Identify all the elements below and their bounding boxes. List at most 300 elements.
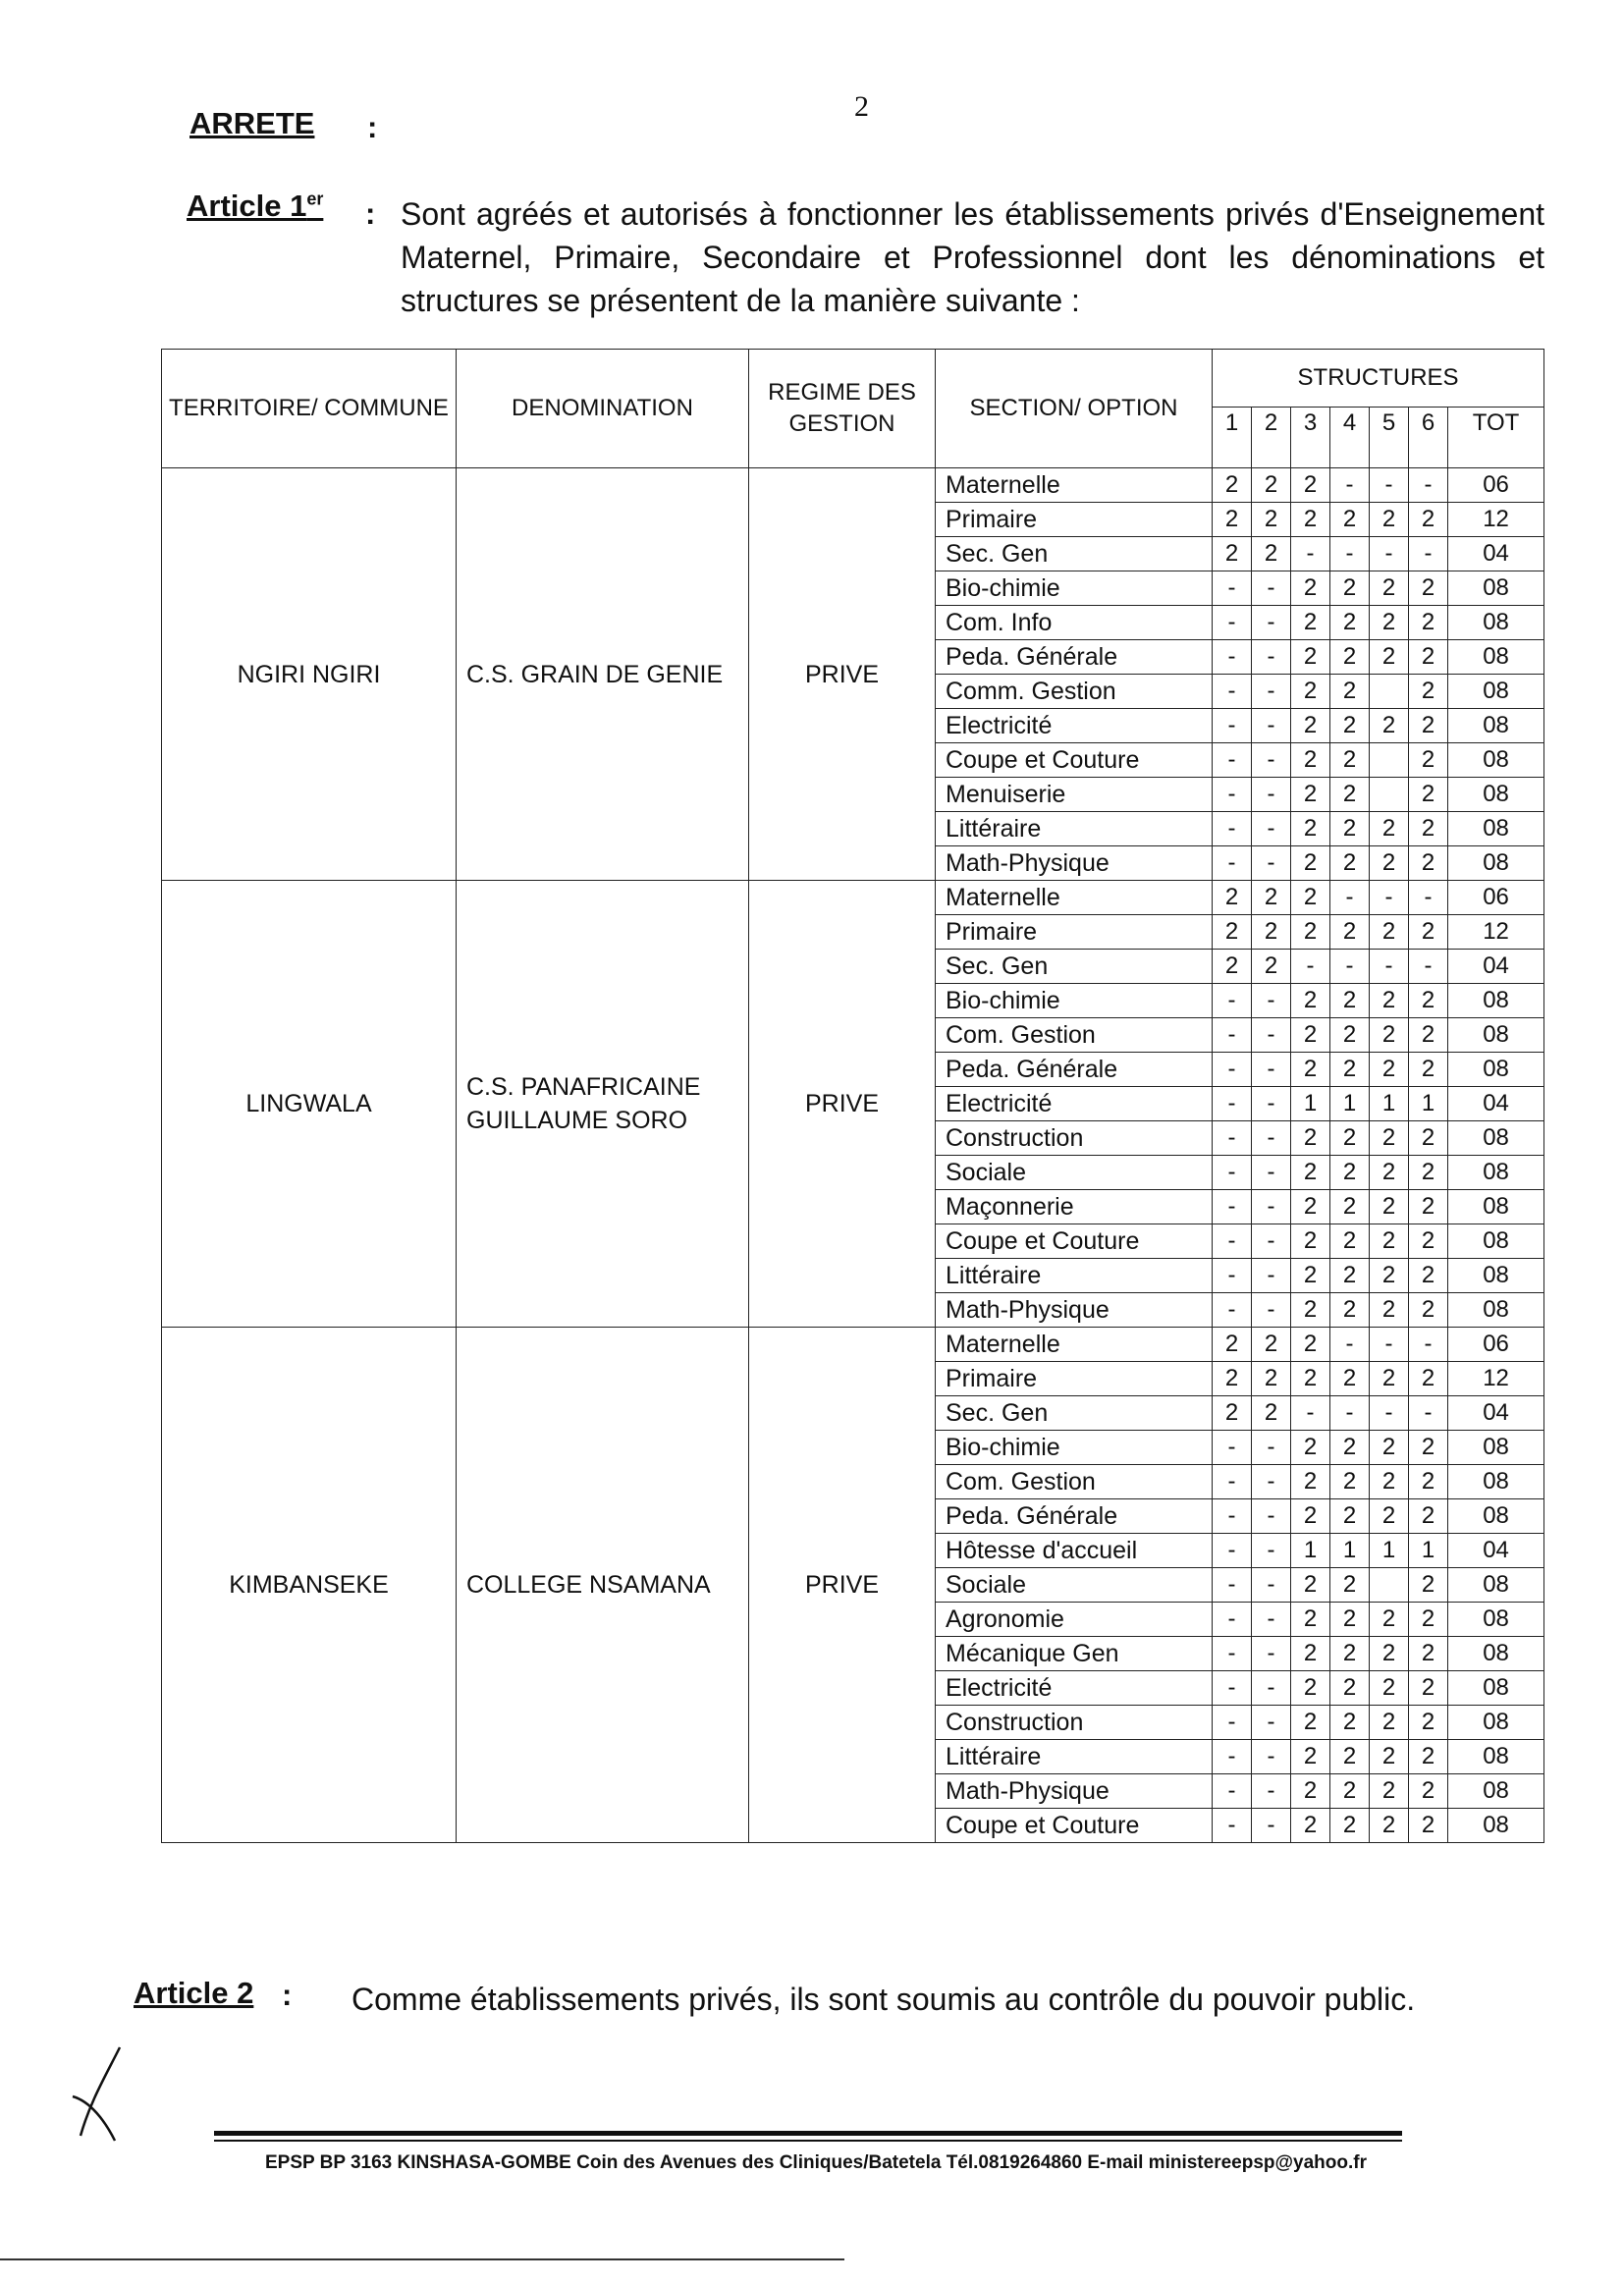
denomination-cell: C.S. GRAIN DE GENIE	[457, 468, 749, 881]
total-cell: 08	[1448, 675, 1544, 709]
structure-cell: -	[1291, 537, 1330, 571]
structure-cell: -	[1252, 1465, 1291, 1499]
page-number: 2	[854, 90, 869, 123]
option-cell: Bio-chimie	[936, 1431, 1213, 1465]
structure-cell: 2	[1213, 950, 1252, 984]
structure-cell: 2	[1291, 812, 1330, 846]
option-cell: Electricité	[936, 709, 1213, 743]
structure-cell: 2	[1409, 1706, 1448, 1740]
structure-cell: 2	[1409, 571, 1448, 606]
option-cell: Sec. Gen	[936, 1396, 1213, 1431]
structure-cell: -	[1370, 881, 1409, 915]
structure-cell: 2	[1291, 571, 1330, 606]
total-cell: 08	[1448, 1706, 1544, 1740]
structure-cell: -	[1370, 537, 1409, 571]
option-cell: Math-Physique	[936, 1293, 1213, 1328]
structure-cell: 2	[1330, 1018, 1370, 1053]
option-cell: Sociale	[936, 1156, 1213, 1190]
article-1-label-text: Article 1	[187, 189, 307, 223]
structure-cell: -	[1252, 1087, 1291, 1121]
total-cell: 08	[1448, 1568, 1544, 1603]
denomination-cell: C.S. PANAFRICAINE GUILLAUME SORO	[457, 881, 749, 1328]
structure-cell: 2	[1213, 1328, 1252, 1362]
structure-cell: -	[1330, 881, 1370, 915]
structure-cell: -	[1213, 1534, 1252, 1568]
total-cell: 08	[1448, 709, 1544, 743]
structure-cell: 2	[1291, 1224, 1330, 1259]
structure-cell: 2	[1409, 1431, 1448, 1465]
establishments-table	[161, 349, 1544, 1843]
structure-cell: -	[1213, 1774, 1252, 1809]
structure-cell: 2	[1330, 503, 1370, 537]
structure-cell: -	[1213, 1087, 1252, 1121]
option-cell: Littéraire	[936, 812, 1213, 846]
structure-cell: -	[1213, 1465, 1252, 1499]
footer-rule-thick	[214, 2131, 1402, 2136]
structure-cell: -	[1213, 1053, 1252, 1087]
structure-cell: 1	[1409, 1534, 1448, 1568]
structure-cell: 2	[1409, 1568, 1448, 1603]
total-cell: 08	[1448, 1293, 1544, 1328]
option-cell: Bio-chimie	[936, 571, 1213, 606]
structure-cell: 2	[1370, 1156, 1409, 1190]
regime-cell: PRIVE	[749, 1328, 936, 1843]
structure-cell: 2	[1291, 1637, 1330, 1671]
structure-cell: 2	[1330, 1156, 1370, 1190]
option-cell: Coupe et Couture	[936, 1224, 1213, 1259]
structure-cell: 2	[1330, 709, 1370, 743]
structure-cell: 2	[1370, 1362, 1409, 1396]
total-cell: 08	[1448, 1671, 1544, 1706]
structure-cell: 1	[1330, 1534, 1370, 1568]
structure-cell: 2	[1409, 709, 1448, 743]
denomination-cell: COLLEGE NSAMANA	[457, 1328, 749, 1843]
option-cell: Sec. Gen	[936, 950, 1213, 984]
structure-cell: 2	[1370, 571, 1409, 606]
option-cell: Maternelle	[936, 881, 1213, 915]
structure-cell: 2	[1291, 1121, 1330, 1156]
header-col-3: 3	[1291, 407, 1330, 467]
total-cell: 06	[1448, 468, 1544, 503]
option-cell: Maternelle	[936, 1328, 1213, 1362]
structure-cell: -	[1409, 537, 1448, 571]
structure-cell: -	[1213, 1431, 1252, 1465]
structure-cell: 2	[1330, 1224, 1370, 1259]
structure-cell: 2	[1213, 537, 1252, 571]
option-cell: Sec. Gen	[936, 537, 1213, 571]
total-cell: 04	[1448, 950, 1544, 984]
structure-cell: 2	[1370, 640, 1409, 675]
structure-cell: -	[1330, 537, 1370, 571]
structure-cell: 2	[1370, 915, 1409, 950]
footer-address: EPSP BP 3163 KINSHASA-GOMBE Coin des Avenues des Cliniques/Batetela Tél.0819264860 E-mail ministereepsp@yahoo.fr	[265, 2152, 1367, 2173]
total-cell: 08	[1448, 1259, 1544, 1293]
structure-cell: -	[1330, 468, 1370, 503]
structure-cell: 2	[1252, 881, 1291, 915]
structure-cell: 2	[1291, 881, 1330, 915]
structure-cell: 2	[1330, 1259, 1370, 1293]
structure-cell: 2	[1252, 503, 1291, 537]
structure-cell: 2	[1330, 743, 1370, 778]
structure-cell: -	[1213, 1568, 1252, 1603]
structure-cell: 2	[1252, 915, 1291, 950]
structure-cell: 2	[1370, 1809, 1409, 1843]
total-cell: 04	[1448, 1087, 1544, 1121]
structure-cell: 2	[1291, 1603, 1330, 1637]
structure-cell: 2	[1370, 1740, 1409, 1774]
structure-cell: 2	[1409, 1637, 1448, 1671]
structure-cell: -	[1330, 950, 1370, 984]
structure-cell	[1370, 675, 1409, 709]
structure-cell: 2	[1330, 1293, 1370, 1328]
table-row	[162, 881, 1544, 915]
structure-cell: -	[1252, 1224, 1291, 1259]
regime-cell: PRIVE	[749, 468, 936, 881]
option-cell: Littéraire	[936, 1259, 1213, 1293]
structure-cell: -	[1213, 1156, 1252, 1190]
structure-cell: 2	[1409, 1740, 1448, 1774]
structure-cell: -	[1213, 1499, 1252, 1534]
structure-cell: 2	[1330, 1568, 1370, 1603]
total-cell: 08	[1448, 1431, 1544, 1465]
page-bottom-line	[0, 2258, 844, 2260]
structure-cell: -	[1252, 675, 1291, 709]
structure-cell: 2	[1409, 1156, 1448, 1190]
structure-cell: 2	[1370, 709, 1409, 743]
structure-cell: 2	[1409, 1224, 1448, 1259]
structure-cell: 2	[1330, 606, 1370, 640]
structure-cell: -	[1252, 1121, 1291, 1156]
structure-cell: -	[1213, 1121, 1252, 1156]
structure-cell: 2	[1370, 1190, 1409, 1224]
structure-cell: 2	[1291, 1018, 1330, 1053]
structure-cell: -	[1252, 709, 1291, 743]
structure-cell: 2	[1370, 1774, 1409, 1809]
structure-cell: 2	[1213, 915, 1252, 950]
total-cell: 12	[1448, 503, 1544, 537]
structure-cell: -	[1409, 1396, 1448, 1431]
option-cell: Bio-chimie	[936, 984, 1213, 1018]
structure-cell: 2	[1409, 1465, 1448, 1499]
structure-cell: 2	[1370, 503, 1409, 537]
structure-cell: -	[1252, 1018, 1291, 1053]
structure-cell: -	[1252, 812, 1291, 846]
structure-cell	[1370, 743, 1409, 778]
option-cell: Com. Gestion	[936, 1465, 1213, 1499]
structure-cell: 2	[1330, 1740, 1370, 1774]
structure-cell: -	[1252, 640, 1291, 675]
option-cell: Peda. Générale	[936, 640, 1213, 675]
structure-cell: 1	[1291, 1087, 1330, 1121]
total-cell: 08	[1448, 1121, 1544, 1156]
structure-cell: 2	[1409, 1362, 1448, 1396]
structure-cell: 2	[1291, 1362, 1330, 1396]
structure-cell: 2	[1291, 846, 1330, 881]
structure-cell: 2	[1291, 675, 1330, 709]
article-1-sup: er	[306, 189, 324, 209]
total-cell: 04	[1448, 537, 1544, 571]
structure-cell: -	[1252, 1603, 1291, 1637]
structure-cell: -	[1252, 1190, 1291, 1224]
structure-cell: -	[1252, 1637, 1291, 1671]
structure-cell: -	[1213, 846, 1252, 881]
structure-cell: -	[1252, 1534, 1291, 1568]
structure-cell: -	[1213, 1706, 1252, 1740]
structure-cell: 2	[1370, 1224, 1409, 1259]
structure-cell: 2	[1291, 1706, 1330, 1740]
structure-cell: 2	[1370, 1053, 1409, 1087]
article-1-text: Sont agréés et autorisés à fonctionner les établissements privés d'Enseignement Maternel, Primaire, Secondaire et Professionnel dont les dénominations et structures se présentent de la manière suivante :	[401, 196, 1544, 318]
structure-cell: -	[1409, 881, 1448, 915]
structure-cell: 2	[1409, 1018, 1448, 1053]
structure-cell: 2	[1252, 537, 1291, 571]
total-cell: 08	[1448, 1809, 1544, 1843]
structure-cell: -	[1252, 1156, 1291, 1190]
structure-cell: 2	[1291, 503, 1330, 537]
structure-cell: -	[1213, 1018, 1252, 1053]
structure-cell: 2	[1291, 1671, 1330, 1706]
header-section: SECTION/ OPTION	[936, 350, 1213, 468]
total-cell: 08	[1448, 1499, 1544, 1534]
total-cell: 08	[1448, 743, 1544, 778]
total-cell: 06	[1448, 881, 1544, 915]
total-cell: 08	[1448, 640, 1544, 675]
structure-cell: -	[1213, 1809, 1252, 1843]
option-cell: Maçonnerie	[936, 1190, 1213, 1224]
total-cell: 04	[1448, 1534, 1544, 1568]
structure-cell: 2	[1409, 743, 1448, 778]
total-cell: 08	[1448, 606, 1544, 640]
structure-cell: 2	[1370, 1671, 1409, 1706]
structure-cell: 2	[1291, 1465, 1330, 1499]
structure-cell: -	[1252, 1568, 1291, 1603]
header-col-1: 1	[1213, 407, 1252, 467]
structure-cell: 2	[1291, 1190, 1330, 1224]
structure-cell: 2	[1291, 1293, 1330, 1328]
header-col-5: 5	[1370, 407, 1409, 467]
structure-cell: 2	[1213, 1362, 1252, 1396]
structure-cell: -	[1213, 640, 1252, 675]
structure-cell: -	[1370, 950, 1409, 984]
total-cell: 08	[1448, 1603, 1544, 1637]
structure-cell: 2	[1330, 571, 1370, 606]
structure-cell: 2	[1330, 640, 1370, 675]
structure-cell: 2	[1291, 743, 1330, 778]
structure-cell: -	[1409, 468, 1448, 503]
total-cell: 04	[1448, 1396, 1544, 1431]
structure-cell: -	[1252, 846, 1291, 881]
structure-cell: 2	[1291, 915, 1330, 950]
structure-cell: 2	[1330, 1499, 1370, 1534]
structure-cell: -	[1213, 1603, 1252, 1637]
header-col-4: 4	[1330, 407, 1370, 467]
structure-cell: 2	[1330, 1603, 1370, 1637]
structure-cell	[1370, 1568, 1409, 1603]
structure-cell: -	[1252, 606, 1291, 640]
structure-cell: -	[1213, 743, 1252, 778]
territoire-cell: LINGWALA	[162, 881, 457, 1328]
structure-cell: 2	[1370, 1499, 1409, 1534]
structure-cell: 2	[1330, 846, 1370, 881]
structure-cell: 2	[1330, 915, 1370, 950]
article-1-label	[187, 189, 323, 224]
header-territoire: TERRITOIRE/ COMMUNE	[162, 350, 457, 468]
structure-cell: 2	[1330, 1053, 1370, 1087]
structure-cell: -	[1252, 571, 1291, 606]
structure-cell: -	[1252, 1431, 1291, 1465]
structure-cell: -	[1213, 1259, 1252, 1293]
total-cell: 12	[1448, 915, 1544, 950]
option-cell: Peda. Générale	[936, 1053, 1213, 1087]
heading-arrete: ARRETE	[189, 106, 315, 140]
structure-cell: 2	[1291, 709, 1330, 743]
option-cell: Electricité	[936, 1671, 1213, 1706]
option-cell: Menuiserie	[936, 778, 1213, 812]
option-cell: Construction	[936, 1706, 1213, 1740]
structure-cell: 2	[1370, 1465, 1409, 1499]
structure-cell: -	[1213, 1671, 1252, 1706]
option-cell: Construction	[936, 1121, 1213, 1156]
table-header-row	[162, 350, 1544, 408]
structure-cell: 2	[1213, 503, 1252, 537]
structure-cell: -	[1213, 778, 1252, 812]
structure-cell: 2	[1409, 675, 1448, 709]
structure-cell: 2	[1291, 1809, 1330, 1843]
total-cell: 08	[1448, 1156, 1544, 1190]
structure-cell: 2	[1213, 468, 1252, 503]
structure-cell: 2	[1409, 1293, 1448, 1328]
structure-cell: -	[1213, 675, 1252, 709]
structure-cell: -	[1213, 606, 1252, 640]
total-cell: 08	[1448, 571, 1544, 606]
structure-cell: 2	[1330, 812, 1370, 846]
option-cell: Littéraire	[936, 1740, 1213, 1774]
total-cell: 08	[1448, 984, 1544, 1018]
structure-cell: 2	[1330, 1774, 1370, 1809]
structure-cell: -	[1252, 1809, 1291, 1843]
structure-cell: 2	[1252, 1362, 1291, 1396]
structure-cell: 2	[1409, 1121, 1448, 1156]
structure-cell: 2	[1370, 1431, 1409, 1465]
option-cell: Primaire	[936, 1362, 1213, 1396]
structure-cell: 2	[1291, 1568, 1330, 1603]
structure-cell: -	[1252, 743, 1291, 778]
structure-cell: 2	[1370, 846, 1409, 881]
option-cell: Hôtesse d'accueil	[936, 1534, 1213, 1568]
total-cell: 08	[1448, 1740, 1544, 1774]
structure-cell: 2	[1291, 778, 1330, 812]
structure-cell: -	[1291, 950, 1330, 984]
structure-cell: -	[1213, 571, 1252, 606]
structure-cell: 2	[1291, 1499, 1330, 1534]
structure-cell: 1	[1291, 1534, 1330, 1568]
structure-cell: -	[1213, 1224, 1252, 1259]
table-row	[162, 468, 1544, 503]
option-cell: Coupe et Couture	[936, 1809, 1213, 1843]
option-cell: Coupe et Couture	[936, 743, 1213, 778]
header-col-6: 6	[1409, 407, 1448, 467]
option-cell: Mécanique Gen	[936, 1637, 1213, 1671]
structure-cell: 2	[1252, 950, 1291, 984]
regime-cell: PRIVE	[749, 881, 936, 1328]
structure-cell: 2	[1409, 1774, 1448, 1809]
total-cell: 08	[1448, 778, 1544, 812]
structure-cell: 2	[1330, 984, 1370, 1018]
structure-cell: 2	[1409, 984, 1448, 1018]
structure-cell: 2	[1409, 1603, 1448, 1637]
structure-cell: -	[1252, 778, 1291, 812]
structure-cell: 2	[1330, 1190, 1370, 1224]
option-cell: Comm. Gestion	[936, 675, 1213, 709]
article-2-colon: :	[282, 1978, 293, 2012]
structure-cell: -	[1213, 1740, 1252, 1774]
structure-cell: 2	[1252, 1396, 1291, 1431]
structure-cell: 2	[1370, 1706, 1409, 1740]
structure-cell: 2	[1330, 1121, 1370, 1156]
header-regime: REGIME DES GESTION	[749, 350, 936, 468]
option-cell: Agronomie	[936, 1603, 1213, 1637]
structure-cell: 2	[1330, 675, 1370, 709]
structure-cell: 2	[1409, 1809, 1448, 1843]
total-cell: 08	[1448, 1190, 1544, 1224]
option-cell: Electricité	[936, 1087, 1213, 1121]
structure-cell: 2	[1370, 606, 1409, 640]
structure-cell: -	[1370, 1328, 1409, 1362]
header-col-tot: TOT	[1448, 407, 1544, 467]
structure-cell: 2	[1291, 1328, 1330, 1362]
structure-cell: -	[1330, 1328, 1370, 1362]
structure-cell: -	[1252, 984, 1291, 1018]
structure-cell: 2	[1330, 1362, 1370, 1396]
total-cell: 08	[1448, 1774, 1544, 1809]
structure-cell: 2	[1291, 468, 1330, 503]
header-col-2: 2	[1252, 407, 1291, 467]
total-cell: 08	[1448, 1465, 1544, 1499]
total-cell: 12	[1448, 1362, 1544, 1396]
territoire-cell: KIMBANSEKE	[162, 1328, 457, 1843]
article-2-label: Article 2	[134, 1976, 254, 2010]
option-cell: Primaire	[936, 503, 1213, 537]
structure-cell: 2	[1330, 1671, 1370, 1706]
structure-cell: 2	[1409, 1259, 1448, 1293]
structure-cell: 2	[1370, 984, 1409, 1018]
structure-cell: 2	[1370, 1603, 1409, 1637]
structure-cell: 2	[1330, 778, 1370, 812]
structure-cell: -	[1370, 1396, 1409, 1431]
option-cell: Sociale	[936, 1568, 1213, 1603]
structure-cell: 2	[1409, 1671, 1448, 1706]
structure-cell: 2	[1252, 468, 1291, 503]
structure-cell: 2	[1330, 1465, 1370, 1499]
article-1-colon: :	[365, 196, 376, 231]
total-cell: 08	[1448, 1018, 1544, 1053]
structure-cell: -	[1252, 1740, 1291, 1774]
option-cell: Math-Physique	[936, 846, 1213, 881]
structure-cell: 2	[1409, 778, 1448, 812]
structure-cell: -	[1213, 1190, 1252, 1224]
structure-cell: -	[1252, 1499, 1291, 1534]
structure-cell: 2	[1370, 1121, 1409, 1156]
structure-cell: 2	[1409, 812, 1448, 846]
table-row	[162, 1328, 1544, 1362]
structure-cell: 2	[1409, 503, 1448, 537]
structure-cell: 2	[1409, 1499, 1448, 1534]
option-cell: Math-Physique	[936, 1774, 1213, 1809]
structure-cell: -	[1252, 1293, 1291, 1328]
structure-cell: 1	[1409, 1087, 1448, 1121]
structure-cell: -	[1370, 468, 1409, 503]
structure-cell: -	[1409, 1328, 1448, 1362]
